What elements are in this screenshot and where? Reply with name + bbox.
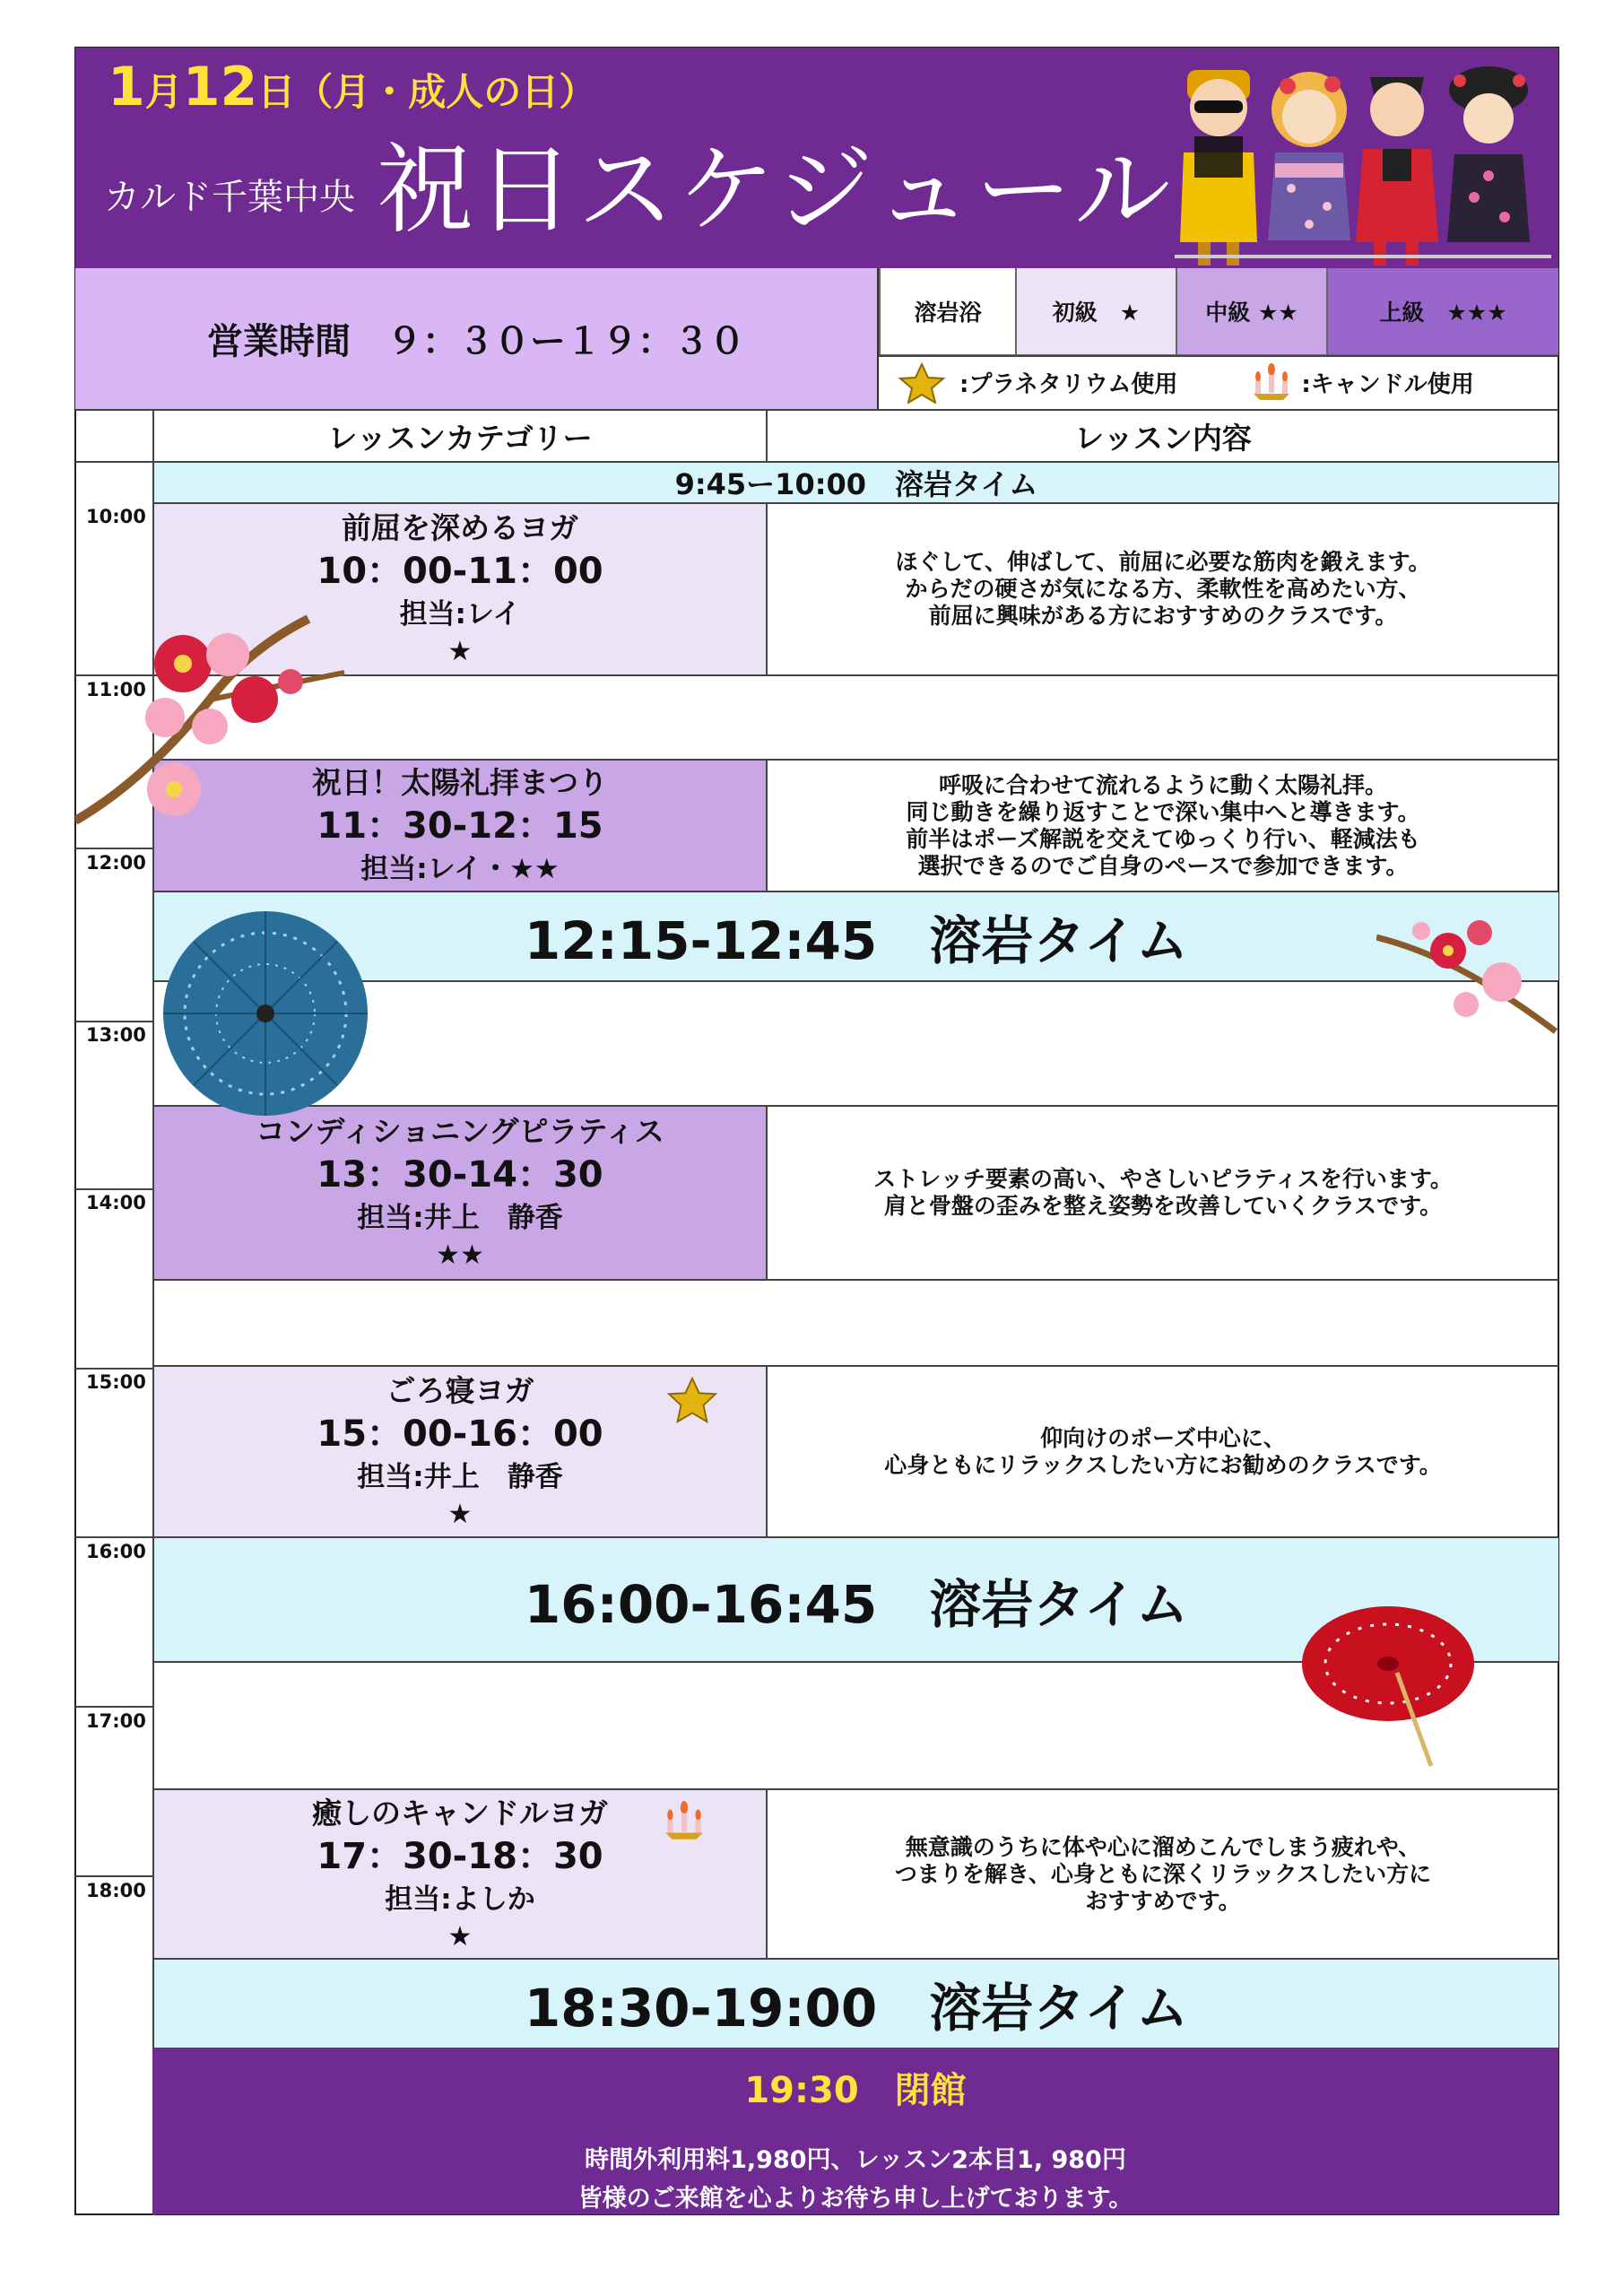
ganban-time-row: 12:15-12:45 溶岩タイム bbox=[154, 892, 1558, 980]
fee-note: 時間外利用料1,980円、レッスン2本目1, 980円 bbox=[585, 2146, 1126, 2174]
lesson-level-stars: ★ bbox=[447, 636, 473, 667]
time-divider bbox=[75, 1188, 154, 1190]
welcome-note: 皆様のご来館を心よりお待ち申し上げております。 bbox=[577, 2185, 1133, 2213]
time-label: 13:00 bbox=[86, 1024, 146, 1046]
lesson-time: 17：30-18：30 bbox=[317, 1835, 603, 1877]
time-label: 10:00 bbox=[86, 506, 146, 527]
time-label: 16:00 bbox=[86, 1541, 146, 1562]
figure-hakama-red bbox=[1356, 77, 1438, 265]
time-label: 18:00 bbox=[86, 1880, 146, 1901]
candle-legend-text: :キャンドル使用 bbox=[1301, 371, 1474, 398]
lesson-name: 癒しのキャンドルヨガ bbox=[312, 1795, 608, 1831]
time-label: 11:00 bbox=[86, 679, 146, 700]
date-month: 1 bbox=[108, 56, 145, 118]
plum-blossom-sprig bbox=[1376, 897, 1560, 1040]
planetarium-star-icon bbox=[666, 1377, 718, 1423]
time-divider bbox=[75, 1706, 154, 1708]
red-umbrella bbox=[1298, 1601, 1496, 1771]
time-label: 14:00 bbox=[86, 1192, 146, 1213]
lesson-time: 13：30-14：30 bbox=[317, 1154, 603, 1196]
page-title: 祝日スケジュール bbox=[377, 135, 1175, 247]
lesson-instructor: 担当:井上 静香 bbox=[357, 1202, 563, 1234]
figure-hakama-sunglasses bbox=[1180, 70, 1257, 265]
category-column-header: レッスンカテゴリー bbox=[327, 420, 593, 456]
lesson-description: ストレッチ要素の高い、やさしいピラティスを行います。 肩と骨盤の歪みを整え姿勢を改善していくクラスです。 bbox=[873, 1166, 1453, 1219]
planetarium-legend-text: :プラネタリウム使用 bbox=[959, 371, 1178, 398]
lesson-instructor: 担当:レイ bbox=[399, 598, 521, 631]
lesson-instructor: 担当:よしか bbox=[385, 1883, 535, 1916]
time-divider bbox=[75, 1368, 154, 1370]
divider bbox=[879, 355, 1558, 357]
ganban-time-row: 18:30-19:00 溶岩タイム bbox=[154, 1960, 1558, 2048]
date-month-unit: 月 bbox=[144, 70, 183, 114]
lesson-name: 前屈を深めるヨガ bbox=[342, 510, 578, 545]
ganban-time-row: 16:00-16:45 溶岩タイム bbox=[154, 1538, 1558, 1661]
time-divider bbox=[75, 1875, 154, 1877]
lesson-name: 祝日！太陽礼拝まつり bbox=[312, 764, 608, 800]
kimono-people-illustration bbox=[1175, 63, 1551, 271]
blue-umbrella bbox=[158, 906, 373, 1121]
lesson-description: 呼吸に合わせて流れるように動く太陽礼拝。 同じ動きを繰り返すことで深い集中へと導きます。 前半はポーズ解説を交えてゆっくり行い、軽減法も 選択できるのでご自身のペースで参加できます。 bbox=[906, 771, 1420, 879]
legend-ganban: 溶岩浴 bbox=[879, 268, 1015, 356]
time-label: 12:00 bbox=[86, 852, 146, 874]
candle-icon bbox=[661, 1798, 707, 1845]
time-label: 17:00 bbox=[86, 1710, 146, 1732]
plum-blossom-branch bbox=[75, 583, 398, 834]
divider bbox=[154, 1279, 1558, 1281]
lesson-name: ごろ寝ヨガ bbox=[386, 1372, 534, 1408]
date-day-unit: 日 bbox=[257, 70, 296, 114]
lesson-level-stars: ★ bbox=[447, 1498, 473, 1530]
lesson-description: ほぐして、伸ばして、前屈に必要な筋肉を鍛えます。 からだの硬さが気になる方、柔軟性を高めたい方、 前屈に興味がある方におすすめのクラスです。 bbox=[895, 549, 1431, 629]
figure-furisode-blonde bbox=[1268, 72, 1350, 240]
candle-icon bbox=[1249, 362, 1294, 404]
lesson-level-stars: ★ bbox=[447, 1920, 473, 1952]
lesson-description: 無意識のうちに体や心に溜めこんでしまう疲れや、 つまりを解き、心身ともに深くリラックスしたい方に おすすめです。 bbox=[894, 1833, 1432, 1914]
lesson-level-stars: ★★ bbox=[436, 1239, 484, 1271]
lesson-time: 10：00-11：00 bbox=[317, 551, 603, 592]
time-divider bbox=[75, 1021, 154, 1022]
content-column-header: レッスン内容 bbox=[1074, 420, 1252, 456]
time-divider bbox=[75, 848, 154, 849]
lesson-instructor: 担当:井上 静香 bbox=[357, 1460, 563, 1493]
closing-time: 19:30 閉館 bbox=[744, 2070, 967, 2111]
lesson-instructor: 担当:レイ・★★ bbox=[360, 852, 560, 885]
closing-footer bbox=[152, 2048, 1558, 2214]
studio-name: カルド千葉中央 bbox=[104, 177, 355, 218]
legend-intermediate: 中級 ★★ bbox=[1176, 268, 1326, 356]
figure-kimono-black bbox=[1447, 66, 1530, 242]
date-label bbox=[108, 56, 596, 118]
time-divider bbox=[75, 1536, 154, 1538]
date-note: （月・成人の日） bbox=[295, 70, 597, 114]
lesson-name: コンディショニングピラティス bbox=[256, 1114, 664, 1149]
legend-beginner: 初級 ★ bbox=[1015, 268, 1176, 356]
lesson-time: 11：30-12：15 bbox=[317, 804, 603, 847]
legend-icons bbox=[879, 356, 1558, 409]
lesson-description: 仰向けのポーズ中心に、 心身ともにリラックスしたい方にお勧めのクラスです。 bbox=[884, 1424, 1442, 1478]
lesson-category-cell bbox=[154, 1107, 766, 1279]
legend-advanced: 上級 ★★★ bbox=[1326, 268, 1558, 356]
date-day: 12 bbox=[182, 56, 258, 118]
morning-ganban-row: 9:45ー10:00 溶岩タイム bbox=[154, 463, 1558, 502]
time-label: 15:00 bbox=[86, 1371, 146, 1393]
business-hours: 営業時間 ９：３０ー１９：３０ bbox=[75, 268, 879, 409]
planetarium-star-icon bbox=[895, 362, 949, 404]
lesson-time: 15：00-16：00 bbox=[317, 1413, 603, 1455]
